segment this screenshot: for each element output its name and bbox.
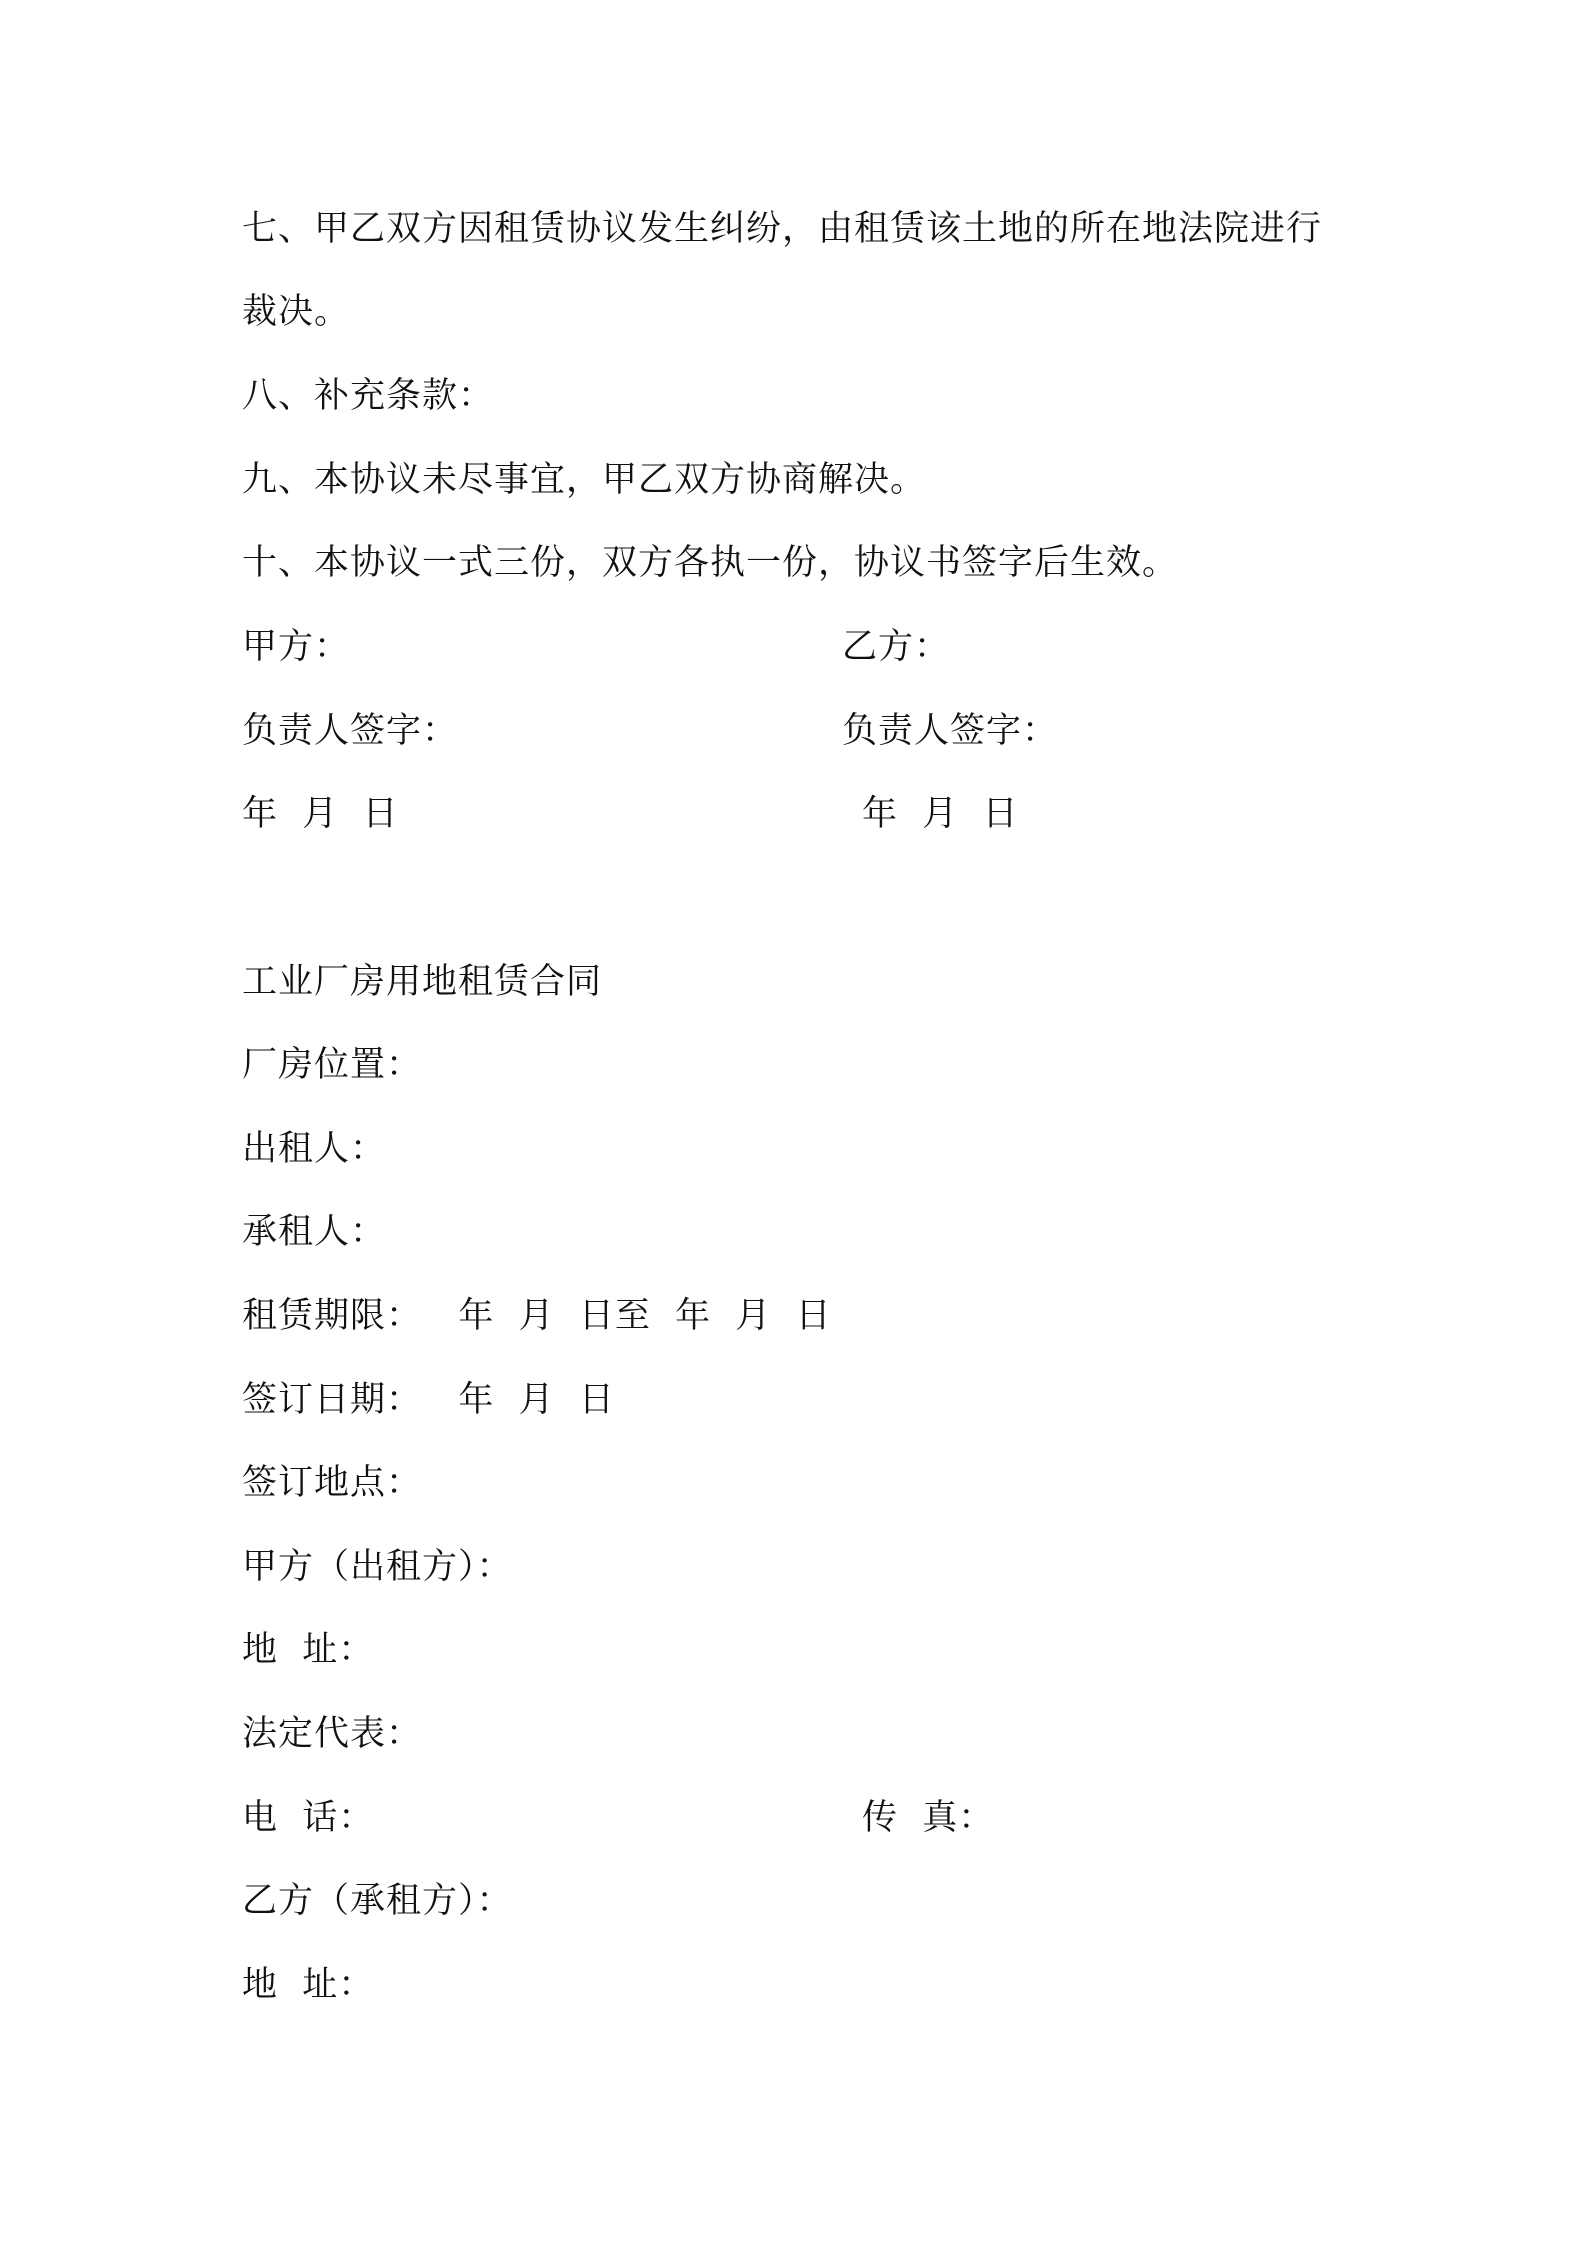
sign-place-label: 签订地点： xyxy=(242,1463,423,1503)
clause-7-line-1: 七、甲乙双方因租赁协议发生纠纷，由租赁该土地的所在地法院进行 xyxy=(242,209,1323,249)
address-a-label: 地 址： xyxy=(242,1630,375,1670)
lessor-label: 出租人： xyxy=(242,1129,387,1169)
legal-representative-label: 法定代表： xyxy=(242,1714,423,1754)
date-b-label: 年 月 日 xyxy=(862,794,1019,834)
clause-10: 十、本协议一式三份，双方各执一份，协议书签字后生效。 xyxy=(242,543,1179,583)
clause-8: 八、补充条款： xyxy=(242,376,495,416)
factory-location-label: 厂房位置： xyxy=(242,1045,423,1085)
signer-a-label: 负责人签字： xyxy=(242,711,459,751)
party-a-label: 甲方： xyxy=(242,627,351,667)
phone-label: 电 话： xyxy=(242,1798,375,1838)
signer-b-label: 负责人签字： xyxy=(842,711,1059,751)
party-b-label: 乙方： xyxy=(842,627,951,667)
lessee-label: 承租人： xyxy=(242,1212,387,1252)
address-b-label: 地 址： xyxy=(242,1965,375,2005)
party-b-lessee-label: 乙方（承租方）： xyxy=(242,1881,513,1921)
sign-date-label: 签订日期： 年 月 日 xyxy=(242,1380,615,1420)
clause-7-line-2: 裁决。 xyxy=(242,292,351,332)
lease-term-label: 租赁期限： 年 月 日至 年 月 日 xyxy=(242,1296,832,1336)
fax-label: 传 真： xyxy=(862,1798,995,1838)
date-a-label: 年 月 日 xyxy=(242,794,399,834)
clause-9: 九、本协议未尽事宜，甲乙双方协商解决。 xyxy=(242,460,927,500)
contract-title: 工业厂房用地租赁合同 xyxy=(242,962,603,1002)
party-a-lessor-label: 甲方（出租方）： xyxy=(242,1547,513,1587)
